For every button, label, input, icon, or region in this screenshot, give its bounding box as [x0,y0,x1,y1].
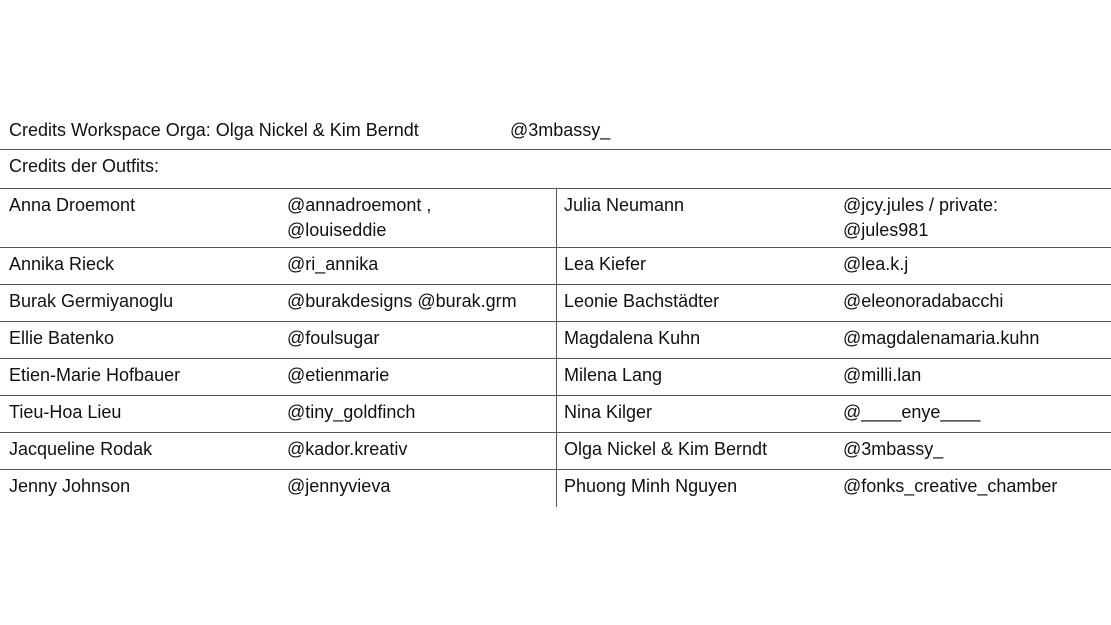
right-name: Olga Nickel & Kim Berndt [564,439,768,459]
right-name: Nina Kilger [564,402,653,422]
row-divider [0,321,1111,322]
right-handle: @jules981 [843,220,929,240]
row-divider [0,247,1111,248]
left-handle: @jennyvieva [287,476,391,496]
left-handle: @burakdesigns @burak.grm [287,291,517,311]
right-name: Lea Kiefer [564,254,647,274]
left-handle: @louiseddie [287,220,387,240]
right-name: Magdalena Kuhn [564,328,701,348]
left-name: Annika Rieck [9,254,115,274]
row-divider [0,284,1111,285]
left-name: Burak Germiyanoglu [9,291,174,311]
right-name: Julia Neumann [564,195,685,215]
right-handle: @milli.lan [843,365,922,385]
orga-credit-handle: @3mbassy_ [510,120,611,140]
row-divider [0,358,1111,359]
orga-credit-label: Credits Workspace Orga: Olga Nickel & Kim Berndt [9,120,419,140]
left-name: Anna Droemont [9,195,136,215]
row-divider [0,395,1111,396]
right-handle: @fonks_creative_chamber [843,476,1058,496]
right-handle: @lea.k.j [843,254,909,274]
left-handle: @ri_annika [287,254,379,274]
left-name: Tieu-Hoa Lieu [9,402,122,422]
left-handle: @annadroemont , [287,195,432,215]
left-handle: @etienmarie [287,365,390,385]
row-divider [0,432,1111,433]
row-divider [0,469,1111,470]
right-handle: @magdalenamaria.kuhn [843,328,1040,348]
left-handle: @tiny_goldfinch [287,402,416,422]
left-name: Etien-Marie Hofbauer [9,365,181,385]
right-name: Milena Lang [564,365,663,385]
left-handle: @foulsugar [287,328,380,348]
table-column-divider [556,188,557,507]
left-name: Jacqueline Rodak [9,439,153,459]
right-handle: @jcy.jules / private: [843,195,998,215]
left-handle: @kador.kreativ [287,439,408,459]
divider [0,149,1111,150]
right-handle: @3mbassy_ [843,439,944,459]
left-name: Ellie Batenko [9,328,115,348]
outfits-credit-label: Credits der Outfits: [9,156,160,176]
right-name: Phuong Minh Nguyen [564,476,738,496]
right-handle: @eleonoradabacchi [843,291,1004,311]
right-name: Leonie Bachstädter [564,291,720,311]
right-handle: @____enye____ [843,402,981,422]
left-name: Jenny Johnson [9,476,131,496]
